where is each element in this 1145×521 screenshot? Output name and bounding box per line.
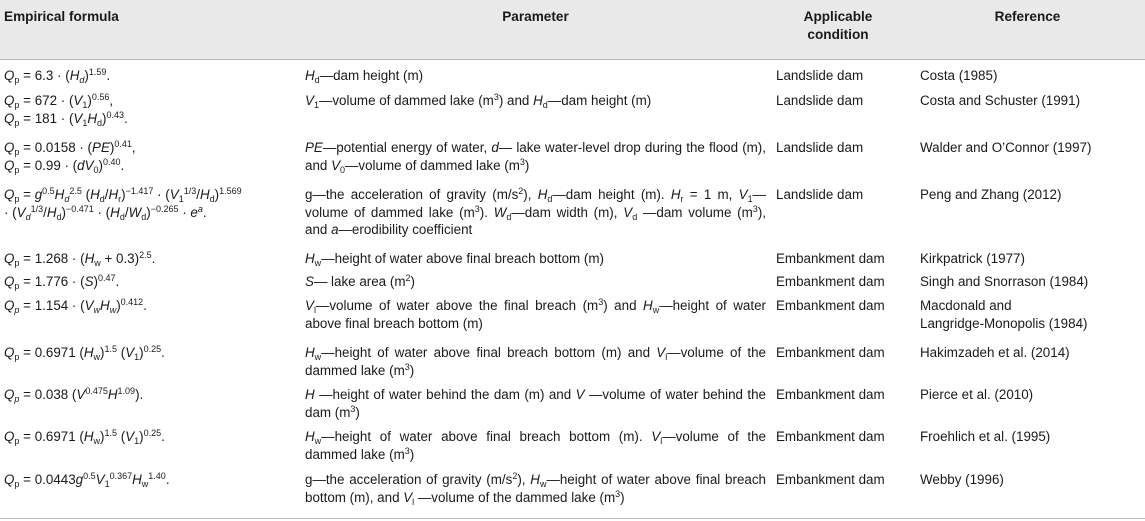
formula-cell xyxy=(4,139,299,174)
formula-line: $Q_p = 0.6971$ $(H_w)^{1.5}$ $(V_1)^{0.25}$. xyxy=(4,344,165,362)
parameter-cell: $V_1—volume$ of dammed lake $(m^3)$ and $H_d—dam$ height (m) xyxy=(305,92,652,110)
reference-cell: Singh and Snorrason (1984) xyxy=(920,274,1089,289)
parameter-cell: g—the acceleration of gravity $(m/s^2)$, $H_w—height$ of water above final breach bottom (m), and $V_l$ —volume of the dammed lake $(m^3)$ xyxy=(305,471,766,507)
formula-line: $Q_p = 0.6971$ $(H_w)^{1.5}$ $(V_1)^{0.25}$. xyxy=(4,428,165,446)
header-parameter: Parameter xyxy=(502,9,569,24)
condition-cell: Embankment dam xyxy=(776,298,885,313)
parameter-cell: H —height of water behind the dam (m) and V —volume of water behind the dam $(m^3)$ xyxy=(305,387,767,420)
condition-cell: Embankment dam xyxy=(776,387,885,402)
formula-line: $Q_p = 0.0443g^{0.5}V_1^{0.367}H_w^{1.40}$. xyxy=(4,471,170,489)
reference-cell: Peng and Zhang (2012) xyxy=(920,187,1062,202)
formula-cell xyxy=(4,386,299,404)
formula-line: $Q_p = 6.3 \cdot (H_d)^{1.59}$. xyxy=(4,67,111,85)
formula-line: $Q_p = 1.268 \cdot (H_w + 0.3)^{2.5}$. xyxy=(4,250,156,268)
formula-line: $Q_p = 1.154 \cdot (V_wH_w)^{0.412}$. xyxy=(4,297,147,315)
formula-cell xyxy=(4,471,299,489)
formula-cell xyxy=(4,92,299,127)
header-condition-line1: Applicable xyxy=(803,9,873,24)
header-reference: Reference xyxy=(994,9,1061,24)
formula-line: $Q_p = 181 \cdot (V_1H_d)^{0.43}$. xyxy=(4,109,128,128)
formula-line: $Q_p = 0.99 \cdot (dV_0)^{0.40}$. xyxy=(4,156,125,175)
parameter-cell: $H_w—height$ of water above final breach bottom (m) and $V_l—volume$ of the dammed lake $(m^3)$ xyxy=(305,345,766,378)
formula-line: $Q_p = 0.0158 \cdot (PE)^{0.41}$, xyxy=(4,139,136,157)
parameter-cell: $V_l—volume$ of water above the final breach $(m^3)$ and $H_w—height$ of water above final breach bottom (m) xyxy=(305,297,767,331)
table-bottom-rule xyxy=(0,518,1145,519)
parameter-cell: $H_d—dam$ height (m) xyxy=(305,68,424,85)
formula-line: $Q_p = 672 \cdot (V_1)^{0.56}$, xyxy=(4,92,114,110)
condition-cell: Embankment dam xyxy=(776,429,885,444)
reference-cell: Webby (1996) xyxy=(920,472,1004,487)
formula-cell xyxy=(4,344,299,362)
table-header xyxy=(0,0,1145,60)
header-formula: Empirical formula xyxy=(4,9,119,24)
reference-cell: Pierce et al. (2010) xyxy=(920,387,1034,402)
formula-cell xyxy=(4,273,299,291)
reference-cell xyxy=(920,297,1140,332)
condition-cell: Embankment dam xyxy=(776,345,885,360)
parameter-cell: g—the acceleration of gravity $(m/s^2)$, $H_d—dam$ height (m). $H_r = 1$ m, $V_1—volume$ of dammed lake $(m^3)$. $W_d—dam$ width (m), $V_d$ —dam volume $(m^3)$, and a—erodibility coefficient xyxy=(305,186,766,237)
formula-line: $Q_p = 1.776 \cdot (S)^{0.47}$. xyxy=(4,273,120,291)
formula-line: $Q_p = 0.038$ $(V^{0.475}H^{1.09})$. xyxy=(4,386,144,404)
reference-cell: Hakimzadeh et al. (2014) xyxy=(920,345,1070,360)
formula-line: · $(V_d^{1/3}/H_d)^{-0.471} \cdot (H_d/W_d)^{-0.265} \cdot e^a$. xyxy=(4,203,207,222)
condition-cell: Landslide dam xyxy=(776,93,864,108)
formula-line: $Q_p = g^{0.5}H_d^{2.5}$ $(H_d/H_r)^{-1.417} \cdot (V_1^{1/3}/H_d)^{1.569}$ xyxy=(4,186,242,204)
reference-cell: Kirkpatrick (1977) xyxy=(920,251,1025,266)
reference-cell: Costa (1985) xyxy=(920,68,998,83)
parameter-cell: $H_w—height$ of water above final breach bottom (m). $V_l—volume$ of the dammed lake $(m^3)$ xyxy=(305,429,766,462)
reference-line: Langridge-Monopolis (1984) xyxy=(920,315,1088,331)
formula-cell xyxy=(4,250,299,268)
header-condition xyxy=(770,8,906,44)
reference-cell: Costa and Schuster (1991) xyxy=(920,93,1081,108)
reference-cell: Froehlich et al. (1995) xyxy=(920,429,1051,444)
condition-cell: Landslide dam xyxy=(776,140,864,155)
condition-cell: Embankment dam xyxy=(776,251,885,266)
formula-cell xyxy=(4,428,299,446)
reference-line: Macdonald and xyxy=(920,298,1012,313)
condition-cell: Embankment dam xyxy=(776,274,885,289)
formula-cell xyxy=(4,67,299,85)
parameter-cell: S— lake area $(m^2)$ xyxy=(305,273,415,289)
formula-cell xyxy=(4,297,299,315)
condition-cell: Landslide dam xyxy=(776,68,864,83)
parameter-cell: PE—potential energy of water, d— lake water-level drop during the flood (m), and $V_0—volume$ of dammed lake $(m^3)$ xyxy=(305,140,766,175)
reference-cell: Walder and O’Connor (1997) xyxy=(920,140,1092,155)
condition-cell: Landslide dam xyxy=(776,187,864,202)
formula-cell xyxy=(4,186,299,221)
parameter-cell: $H_w—height$ of water above final breach bottom (m) xyxy=(305,251,605,268)
condition-cell: Embankment dam xyxy=(776,472,885,487)
header-condition-line2: condition xyxy=(807,27,869,42)
